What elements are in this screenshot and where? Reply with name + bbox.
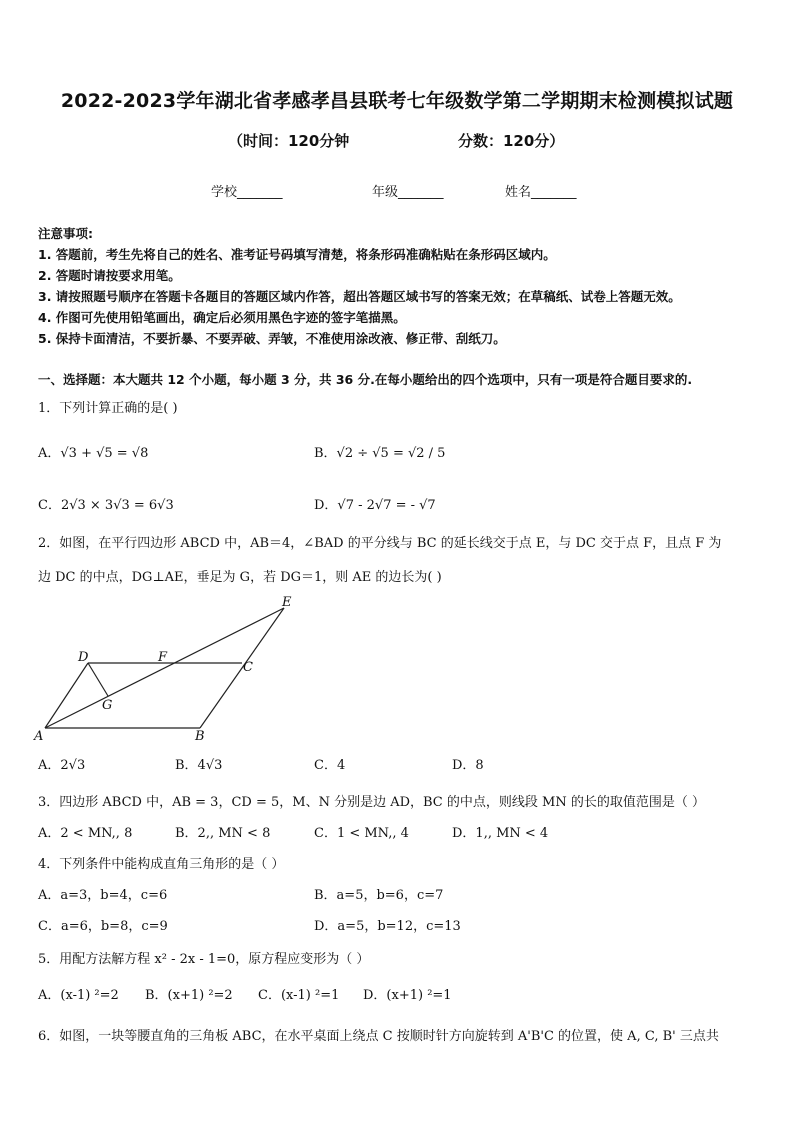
q5-stem: 5．用配方法解方程 x² - 2x - 1=0，原方程应变形为（ ） [38,952,370,967]
q3-option-a: A．2 < MN,, 8 [38,826,133,841]
segment-dg [88,663,108,696]
name-field[interactable]: 姓名_______ [505,185,577,200]
q2-stem-line2: 边 DC 的中点，DG⊥AE，垂足为 G，若 DG＝1，则 AE 的边长为( ) [38,570,442,585]
q4-option-b: B．a=5，b=6，c=7 [314,888,444,903]
segment-ad [45,663,88,728]
q5-option-c: C．(x-1) ²=1 [258,988,340,1003]
section-heading: 一、选择题：本大题共 12 个小题，每小题 3 分，共 36 分.在每小题给出的四个选项中，只有一项是符合题目要求的. [38,372,693,387]
q4-option-a: A．a=3，b=4，c=6 [38,888,168,903]
grade-field[interactable]: 年级_______ [372,185,444,200]
label-b: B [195,729,205,744]
school-field[interactable]: 学校_______ [211,185,283,200]
q1-option-d: D．√7 - 2√7 = - √7 [314,498,436,513]
exam-title: 2022-2023学年湖北省孝感孝昌县联考七年级数学第二学期期末检测模拟试题 [60,90,734,112]
q3-option-c: C．1 < MN,, 4 [314,826,409,841]
q2-option-b: B．4√3 [175,758,223,773]
q5-option-d: D．(x+1) ²=1 [363,988,452,1003]
notice-item: 3. 请按照题号顺序在答题卡各题目的答题区域内作答，超出答题区域书写的答案无效；在草稿纸、试卷上答题无效。 [38,289,681,304]
label-g: G [102,698,113,713]
notice-item: 5. 保持卡面清洁，不要折暴、不要弄破、弄皱，不准使用涂改液、修正带、刮纸刀。 [38,331,506,346]
label-d: D [78,650,89,665]
q1-option-a: A．√3 + √5 = √8 [38,446,149,461]
q1-option-b: B．√2 ÷ √5 = √2 / 5 [314,446,446,461]
exam-score: 分数：120分） [458,132,565,150]
parallelogram-figure [30,590,310,745]
notice-heading: 注意事项: [38,226,93,241]
q3-stem: 3．四边形 ABCD 中，AB = 3，CD = 5，M、N 分别是边 AD，BC 的中点，则线段 MN 的长的取值范围是（ ） [38,795,705,810]
q4-option-c: C．a=6，b=8，c=9 [38,919,168,934]
notice-item: 2. 答题时请按要求用笔。 [38,268,181,283]
q4-option-d: D．a=5，b=12，c=13 [314,919,461,934]
q2-stem-line1: 2．如图，在平行四边形 ABCD 中，AB＝4，∠BAD 的平分线与 BC 的延长线交于点 E，与 DC 交于点 F，且点 F 为 [38,536,722,551]
label-e: E [282,595,292,610]
notice-item: 4. 作图可先使用铅笔画出，确定后必须用黑色字迹的签字笔描黑。 [38,310,406,325]
notice-item: 1. 答题前，考生先将自己的姓名、准考证号码填写清楚，将条形码准确粘贴在条形码区域内。 [38,247,556,262]
q1-option-c: C．2√3 × 3√3 = 6√3 [38,498,174,513]
label-a: A [34,729,44,744]
label-f: F [158,650,168,665]
q2-option-a: A．2√3 [38,758,86,773]
q4-stem: 4．下列条件中能构成直角三角形的是（ ） [38,857,285,872]
q2-option-d: D．8 [452,758,484,773]
q5-option-a: A．(x-1) ²=2 [38,988,119,1003]
q5-option-b: B．(x+1) ²=2 [145,988,233,1003]
label-c: C [243,660,253,675]
q6-stem: 6．如图，一块等腰直角的三角板 ABC，在水平桌面上绕点 C 按顺时针方向旋转到 A'B'C 的位置，使 A, C, B' 三点共 [38,1029,719,1044]
q3-option-b: B．2,, MN < 8 [175,826,271,841]
q3-option-d: D．1,, MN < 4 [452,826,549,841]
q2-option-c: C．4 [314,758,346,773]
segment-be [200,608,284,728]
q1-stem: 1．下列计算正确的是( ) [38,401,178,416]
exam-time: （时间：120分钟 [228,132,350,150]
